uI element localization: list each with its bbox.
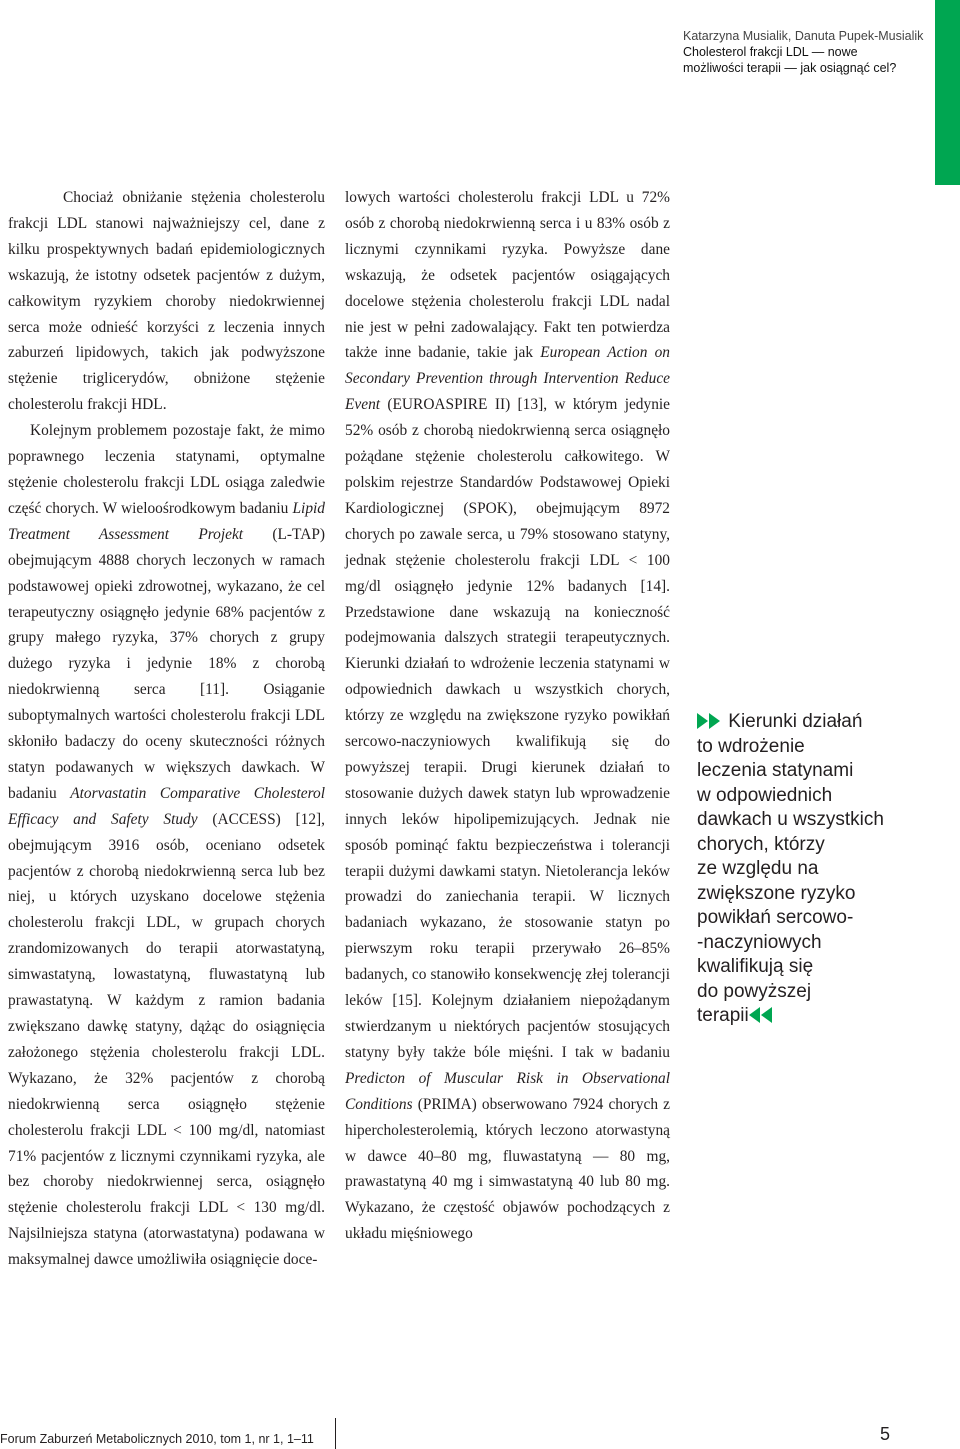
pull-quote-line: zwiększone ryzyko [697,882,856,904]
text-run: (PRIMA) obserwowano 7924 chorych z hipercholesterolemią, których leczono atorwastyną w dawce 40–80 mg, fluwastatyną — 80 mg, prawastatyną 40 mg i simwastatyną 40 lub 80 mg. Wykazano, że częstość objawów pochodzących z układu mięśniowego [345,1095,670,1243]
pull-quote-line: do powyższej [697,980,812,1002]
study-name-euroaspire: European Action on Secondary Prevention through Intervention Reduce Event [345,344,670,414]
middle-text-column [345,185,670,1247]
header-title-line-2: możliwości terapii — jak osiągnąć cel? [683,61,897,75]
journal-footer: Forum Zaburzeń Metabolicznych 2010, tom 1, nr 1, 1–11 [0,1432,314,1446]
study-name-prima: Predicton of Muscular Risk in Observational Conditions [345,1069,670,1113]
text-run: (EUROASPIRE II) [13], w którym jedynie 52% osób z chorobą niedokrwienną serca osiągnęło pożądane stężenie cholesterolu całkowitego. W polskim rejestrze Standardów Podstawowej Opieki Kardiologicznej (SPOK), obejmującym 8972 chorych po zawale serca, u 79% stosowano statyny, jednak stężenie cholesterolu frakcji LDL < 100 mg/dl osiągnęło jedynie 12% badanych [14]. Przedstawione dane wskazują na konieczność podejmowania dalszych strategii terapeutycznych. Kierunki działań to wdrożenie leczenia statynami w odpowiednich dawkach u wszystkich chorych, którzy ze względu na zwiększone ryzyko powikłań sercowo-naczyniowych kwalifikują się do powyższej terapii. Drugi kierunek działań to stosowanie dużych dawek statyn lub wprowadzenie innych leków hipolipemizujących. Jednak nie sposób pominąć faktu bezpieczeństwa i tolerancji terapii dużymi dawkami statyn. Nietolerancja leków prowadzi do zaniechania terapii. W licznych badaniach wykazano, że stosowanie statyn po pierwszym roku terapii przerywało 26–85% badanych, co stanowiło konsekwencję złej tolerancji leków [15]. Kolejnym działaniem niepożądanym stwierdzanym u niektórych pacjentów stosujących statyny były także bóle mięśni. I tak w badaniu [345,396,670,1061]
section-color-tab [935,0,960,185]
left-paragraph-2 [8,418,325,1273]
pull-quote-text: Kierunki działań [728,711,863,732]
pull-quote-line: kwalifikują się [697,956,814,977]
pull-quote-sidebar [697,710,897,1029]
pull-quote-line: powikłań sercowo- [697,907,854,928]
pull-quote-text: terapii [697,1005,749,1026]
page-number: 5 [880,1424,891,1444]
text-run: Kolejnym problemem pozostaje fakt, że mimo poprawnego leczenia statynami, optymalne stężenie cholesterolu frakcji LDL osiąga zaledwie część chorych. W wieloośrodkowym badaniu [8,422,325,517]
double-arrow-left-icon [749,1007,773,1023]
pull-quote-line: dawkach u wszystkich [697,809,884,830]
header-authors: Katarzyna Musialik, Danuta Pupek-Musialik [683,29,924,43]
middle-paragraph-1 [345,185,670,1247]
pull-quote-line [697,1004,897,1029]
double-arrow-right-icon [697,713,723,729]
text-run: (ACCESS) [12], obejmującym 3916 osób, oceniano odsetek pacjentów z chorobą niedokrwienną serca lub bez niej, u których uzyskano docelowe stężenia cholesterolu frakcji LDL, w grupach chorych zrandomizowanych do terapii atorwastatyną, simwastatyną, lowastatyną, fluwastatyną lub prawastatyną. W każdym z ramion badania zwiększano dawkę statyny, dążąc do osiągnięcia założonego stężenia cholesterolu frakcji LDL. Wykazano, że 32% pacjentów z chorobą niedokrwienną serca osiągnęło stężenie cholesterolu frakcji LDL < 100 mg/dl, natomiast 71% pacjentów z licznymi czynnikami ryzyka, ale bez choroby niedokrwiennej serca, osiągnęło stężenie cholesterolu frakcji LDL < 130 mg/dl. Najsilniejsza statyna (atorwastatyna) podawana w maksymalnej dawce umożliwiła osiągnięcie doce- [8,810,325,1269]
footer-divider [335,1418,336,1449]
pull-quote-line: -naczyniowych [697,931,822,953]
pull-quote-line: ze względu na [697,858,819,879]
pull-quote-line: to wdrożenie [697,735,805,757]
pull-quote-line [697,710,897,735]
header-title-line-1: Cholesterol frakcji LDL — nowe [683,45,858,59]
study-name-ltap: Lipid Treatment Assessment Projekt [8,499,325,543]
left-paragraph-1: Chociaż obniżanie stężenia cholesterolu frakcji LDL stanowi najważniejszy cel, dane z kilku prospektywnych badań epidemiologicznych wskazują, że istotny odsetek pacjentów z dużym, całkowitym ryzykiem choroby niedokrwiennej serca może odnieść korzyści z leczenia innych zaburzeń lipidowych, takich jak podwyższone stężenie triglicerydów, obniżone stężenie cholesterolu frakcji HDL. [8,189,325,414]
pull-quote-line: leczenia statynami [697,760,854,781]
study-name-access: Atorvastatin Comparative Cholesterol Efficacy and Safety Study [8,784,325,828]
text-run: (L-TAP) obejmującym 4888 chorych leczonych w ramach podstawowej opieki zdrowotnej, wykazano, że cel terapeutyczny osiągnęło jedynie 68% pacjentów z grupy małego ryzyka, 37% chorych z grupy dużego ryzyka i jedynie 18% z chorobą niedokrwienną serca [11]. Osiąganie suboptymalnych wartości cholesterolu frakcji LDL skłoniło badaczy do oceny skuteczności różnych statyn podawanych w większych dawkach. W badaniu [8,525,326,802]
left-text-column [0,185,325,1273]
pull-quote-line: chorych, którzy [697,833,825,855]
text-run: lowych wartości cholesterolu frakcji LDL u 72% osób z chorobą niedokrwienną serca i u 83% osób z licznymi czynnikami ryzyka. Powyższe dane wskazują, że odsetek pacjentów osiągających docelowe stężenia cholesterolu frakcji LDL nadal nie jest w pełni zadowalający. Fakt ten potwierdza także inne badanie, takie jak [345,189,670,362]
pull-quote-line: w odpowiednich [697,784,833,806]
running-header [683,28,933,76]
